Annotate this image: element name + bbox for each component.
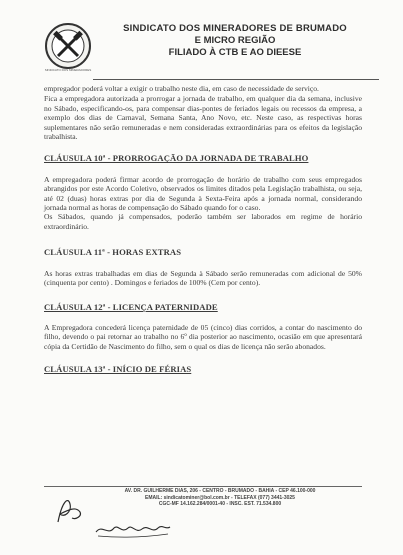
footer-address: AV. DR. GUILHERME DIAS, 206 - CENTRO - BRUMADO - BAHIA - CEP 46.100-000 <box>124 488 316 494</box>
footer <box>100 488 340 508</box>
signature <box>92 518 172 540</box>
clause-11-paragraph: As horas extras trabalhadas em dias de Segunda à Sábado serão remuneradas com adicional de 50% (cinquenta por cento) . Domingos e feriados de 100% (Cem por cento). <box>44 268 362 288</box>
clause-10-saturdays: Os Sábados, quando já compensados, poderão também ser laborados em regime de horário extraordinário. <box>44 212 362 231</box>
letterhead <box>100 23 370 58</box>
header-divider <box>93 79 379 80</box>
paragraph-continuation: empregador poderá voltar a exigir o trabalho neste dia, em caso de necessidade de serviço. <box>44 84 319 93</box>
clause-13-heading: CLÁUSULA 13ª - INÍCIO DE FÉRIAS <box>44 364 192 375</box>
union-logo <box>44 22 92 70</box>
union-affiliation: FILIADO À CTB E AO DIEESE <box>168 47 302 58</box>
document-body <box>44 84 362 375</box>
signature-initials <box>50 492 90 526</box>
clause-10-heading: CLÁUSULA 10ª - PRORROGAÇÃO DA JORNADA DE TRABALHO <box>44 153 309 164</box>
union-region: E MICRO REGIÃO <box>194 35 276 46</box>
footer-contact: EMAIL: sindicatominer@bol.com.br - TELEFAX (077) 3441-3025 <box>145 494 295 501</box>
clause-12-paragraph: A Empregadora concederá licença paternidade de 05 (cinco) dias corridos, a contar do nascimento do filho, devendo o pai retornar ao trabalho no 6º dia posterior ao nascimento, ocasião em que apresentará cópia da Certidão de Nascimento do filho, sem o qual os dias de licença não serão abonados. <box>44 322 362 351</box>
clause-12-heading: CLÁUSULA 12ª - LICENÇA PATERNIDADE <box>44 301 218 312</box>
logo-caption: SINDICATO DOS MINERADORES <box>44 68 92 72</box>
footer-divider <box>44 486 362 487</box>
paragraph-workday-extension: Fica a empregadora autorizada a prorrogar a jornada de trabalho, em qualquer dia da semana, inclusive no Sábado, especificando-os, para compensar dias-pontes de feriados legais ou recessos da empresa, a exemplo dos dias de Carnaval, Semana Santa, Ano Novo, etc. Neste caso, as respectivas horas suplementares não serão remuneradas e nem consideradas extraordinárias para os efeitos da legislação trabalhista. <box>44 94 362 142</box>
clause-11-heading: CLÁUSULA 11ª - HORAS EXTRAS <box>44 247 182 258</box>
clause-10-paragraph: A empregadora poderá firmar acordo de prorrogação de horário de trabalho com seus empregados abrangidos por este Acordo Coletivo, observados os limites ditados pela Legislação trabalhista, ou seja, até 02 (duas) horas extras por dia de Segunda à Sexta-Feira após a jornada normal, considerando jornada normal as horas de compensação do Sábado quando for o caso. <box>44 174 362 213</box>
footer-registration: CGC-MF 14.162.284/0001-40 - INSC. EST. 71.534.800 <box>158 501 282 508</box>
union-name: SINDICATO DOS MINERADORES DE BRUMADO <box>123 23 347 34</box>
